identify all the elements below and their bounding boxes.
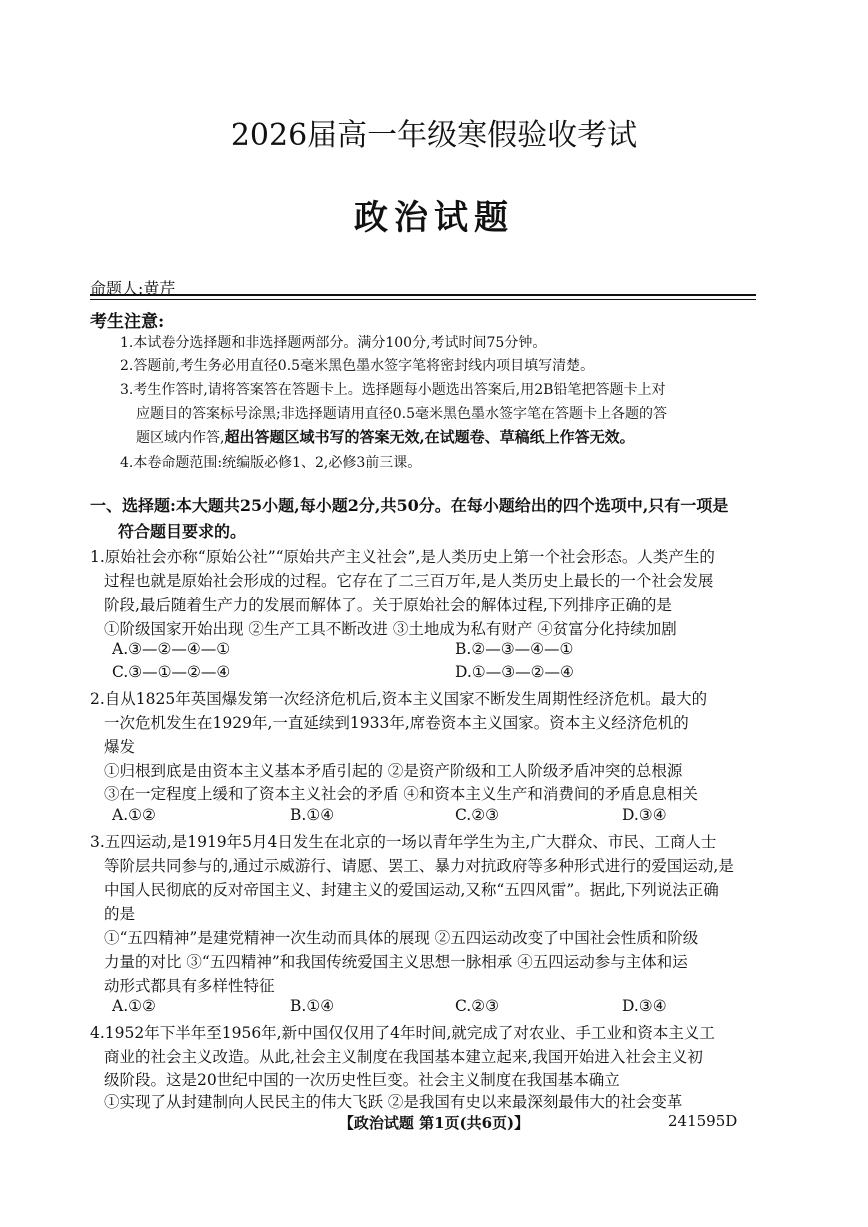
notice-item-2: 2.答题前,考生务必用直径0.5毫米黑色墨水签字笔将密封线内项目填写清楚。 (120, 358, 595, 374)
q2-option-a: A.①② (112, 806, 156, 824)
q1-option-d: D.①—③—②—④ (455, 663, 574, 681)
q3-items-3: 动形式都具有多样性特征 (104, 977, 275, 995)
q2-line-2: 一次危机发生在1929年,一直延续到1933年,席卷资本主义国家。资本主义经济危机的 (104, 714, 689, 732)
q2-items-2: ③在一定程度上缓和了资本主义社会的矛盾 ④和资本主义生产和消费间的矛盾息息相关 (104, 785, 698, 803)
header-rule-bottom (90, 299, 756, 300)
q1-items: ①阶级国家开始出现 ②生产工具不断改进 ③土地成为私有财产 ④贫富分化持续加剧 (104, 620, 677, 638)
q3-line-1: 3.五四运动,是1919年5月4日发生在北京的一场以青年学生为主,广大群众、市民、工商人士 (90, 833, 717, 851)
q4-line-1: 4.1952年下半年至1956年,新中国仅仅用了4年时间,就完成了对农业、手工业和资本主义工 (90, 1024, 715, 1042)
notice-item-3-plain: 题区域内作答, (136, 430, 225, 446)
q3-option-d: D.③④ (622, 997, 667, 1015)
q4-items-1: ①实现了从封建制向人民民主的伟大飞跃 ②是我国有史以来最深刻最伟大的社会变革 (104, 1093, 683, 1111)
q3-option-a: A.①② (112, 997, 156, 1015)
q3-line-3: 中国人民彻底的反对帝国主义、封建主义的爱国运动,又称“五四风雷”。据此,下列说法正确 (104, 881, 719, 899)
exam-title: 2026届高一年级寒假验收考试 (230, 118, 638, 153)
q3-option-b: B.①④ (290, 997, 335, 1015)
q2-option-d: D.③④ (622, 806, 667, 824)
q1-line-2: 过程也就是原始社会形成的过程。它存在了二三百万年,是人类历史上最长的一个社会发展 (104, 572, 714, 590)
notice-item-4: 4.本卷命题范围:统编版必修1、2,必修3前三课。 (120, 455, 422, 471)
q1-line-3: 阶段,最后随着生产力的发展而解体了。关于原始社会的解体过程,下列排序正确的是 (104, 596, 672, 614)
q4-line-2: 商业的社会主义改造。从此,社会主义制度在我国基本建立起来,我国开始进入社会主义初 (104, 1048, 703, 1066)
q3-line-2: 等阶层共同参与的,通过示威游行、请愿、罢工、暴力对抗政府等多种形式进行的爱国运动,是 (104, 857, 734, 875)
subject-title: 政治试题 (354, 198, 514, 238)
q4-line-3: 级阶段。这是20世纪中国的一次历史性巨变。社会主义制度在我国基本确立 (104, 1071, 620, 1089)
q3-line-4: 的是 (104, 905, 136, 923)
q2-line-1: 2.自从1825年英国爆发第一次经济危机后,资本主义国家不断发生周期性经济危机。最大的 (90, 690, 708, 708)
q3-items-2: 力量的对比 ③“五四精神”和我国传统爱国主义思想一脉相承 ④五四运动参与主体和运 (104, 953, 688, 971)
notice-item-3-bold: 超出答题区域书写的答案无效,在试题卷、草稿纸上作答无效。 (224, 428, 635, 446)
notice-item-3: 3.考生作答时,请将答案答在答题卡上。选择题每小题选出答案后,用2B铅笔把答题卡上对 (120, 382, 666, 398)
page-footer: 【政治试题 第1页(共6页)】 (338, 1114, 530, 1132)
section-heading-cont: 符合题目要求的。 (118, 522, 247, 541)
q3-items-1: ①“五四精神”是建党精神一次生动而具体的展现 ②五四运动改变了中国社会性质和阶级 (104, 929, 699, 947)
q2-line-3: 爆发 (104, 738, 136, 756)
q2-items-1: ①归根到底是由资本主义基本矛盾引起的 ②是资产阶级和工人阶级矛盾冲突的总根源 (104, 762, 683, 780)
author-line: 命题人:黄芹 (90, 279, 176, 298)
exam-code: 241595D (668, 1112, 738, 1130)
header-rule-top (90, 294, 756, 296)
q1-option-b: B.②—③—④—① (455, 640, 574, 658)
q1-option-c: C.③—①—②—④ (112, 663, 231, 681)
notice-heading: 考生注意: (90, 312, 165, 332)
notice-item-1: 1.本试卷分选择题和非选择题两部分。满分100分,考试时间75分钟。 (120, 335, 547, 351)
q3-option-c: C.②③ (455, 997, 500, 1015)
notice-item-3-cont: 应题目的答案标号涂黑;非选择题请用直径0.5毫米黑色墨水签字笔在答题卡上各题的答 (136, 406, 667, 422)
notice-item-3-end (136, 426, 635, 447)
q2-option-c: C.②③ (455, 806, 500, 824)
q1-option-a: A.③—②—④—① (112, 640, 231, 658)
section-heading: 一、选择题:本大题共25小题,每小题2分,共50分。在每小题给出的四个选项中,只有一项是 (90, 496, 729, 515)
q1-line-1: 1.原始社会亦称“原始公社”“原始共产主义社会”,是人类历史上第一个社会形态。人类产生的 (90, 548, 715, 566)
q2-option-b: B.①④ (290, 806, 335, 824)
